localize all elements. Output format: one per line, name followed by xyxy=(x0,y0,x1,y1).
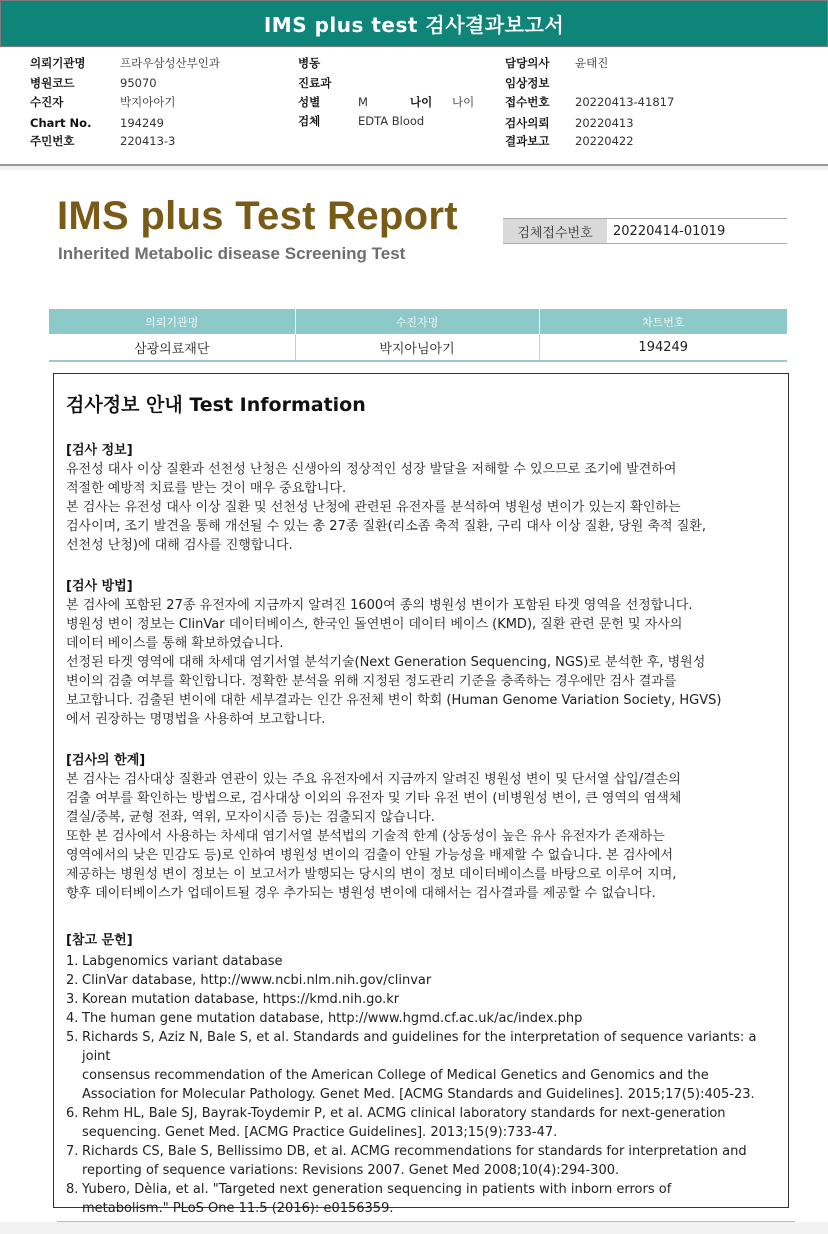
field-value: 20220422 xyxy=(575,134,634,148)
reference-number: 8. xyxy=(66,1182,79,1197)
field-value: 194249 xyxy=(120,116,164,130)
summary-header-patient: 수진자명 xyxy=(295,309,539,334)
field-value: 프라우삼성산부인과 xyxy=(120,56,220,70)
footer-divider xyxy=(57,1221,795,1222)
reference-number: 5. xyxy=(66,1030,79,1045)
receipt-number: 20220414-01019 xyxy=(613,223,726,239)
report-page xyxy=(0,170,828,1222)
field-label: 임상정보 xyxy=(505,76,550,90)
field-value: EDTA Blood xyxy=(358,114,425,128)
field-value: 95070 xyxy=(120,76,157,90)
section-test-info xyxy=(66,441,776,555)
reference-item xyxy=(66,1009,776,1028)
summary-header-row xyxy=(49,309,787,334)
section-body: 본 검사에 포함된 27종 유전자에 지금까지 알려진 1600여 종의 병원성 변이가 포함된 타겟 영역을 선정합니다. 병원성 변이 정보는 ClinVar 데이터베이스, 한국인 돌연변이 데이터 베이스 (KMD), 질환 관련 문헌 및 자사의 데이터 베이스를 통해 확보하였습니다. 선정된 타겟 영역에 대해 차세대 염기서열 분석기술(Next Generation Sequencing, NGS)로 분석한 후, 병원성 변이의 검출 여부를 확인합니다. 정확한 분석을 위해 지정된 정도관리 기준을 충족하는 경우에만 검사 결과를 보고합니다. 검출된 변이에 대한 세부결과는 인간 유전체 변이 학회 (Human Genome Variation Society, HGVS) 에서 권장하는 명명법을 사용하여 보고합니다. xyxy=(66,598,722,727)
field-value: 박지아아기 xyxy=(120,95,176,109)
section-heading: [검사 정보] xyxy=(66,443,133,458)
field-label: 병원코드 xyxy=(30,76,75,90)
test-information-box xyxy=(53,373,789,1216)
reference-text: ClinVar database, http://www.ncbi.nlm.nih.gov/clinvar xyxy=(82,973,432,988)
reference-text: Rehm HL, Bale SJ, Bayrak-Toydemir P, et al. ACMG clinical laboratory standards for next-generation sequencing. Genet Med. [ACMG Practice Guidelines]. 2013;15(9):733-47. xyxy=(82,1106,726,1140)
reference-item xyxy=(66,971,776,990)
field-value: 220413-3 xyxy=(120,134,176,148)
reference-text: Korean mutation database, https://kmd.nih.go.kr xyxy=(82,992,400,1007)
reference-number: 1. xyxy=(66,954,79,969)
header-field-specimen xyxy=(298,112,424,130)
field-label: 의뢰기관명 xyxy=(30,56,86,70)
field-value: 윤태진 xyxy=(575,56,609,70)
test-information-title: 검사정보 안내 Test Information xyxy=(66,394,366,416)
header-field-accession-no xyxy=(505,93,674,111)
reference-number: 2. xyxy=(66,973,79,988)
summary-header-chart: 차트번호 xyxy=(539,309,787,334)
reference-text: Yubero, Dèlia, et al. "Targeted next generation sequencing in patients with inborn errors of metabolism." PLoS One 11.5 (2016): e0156359. xyxy=(82,1182,672,1216)
section-heading: [검사 방법] xyxy=(66,579,133,594)
header-field-department xyxy=(298,74,358,92)
field-value: M xyxy=(358,95,368,109)
receipt-label: 검체접수번호 xyxy=(503,219,607,243)
header-field-request-date xyxy=(505,114,634,132)
field-label: 검체 xyxy=(298,114,321,128)
report-title: IMS plus Test Report xyxy=(57,194,458,238)
header-field-institution xyxy=(30,54,220,72)
header-field-id-number xyxy=(30,132,175,150)
section-heading: [검사의 한계] xyxy=(66,753,146,768)
patient-header xyxy=(0,48,828,166)
age-value: 나이 xyxy=(452,95,475,109)
reference-number: 6. xyxy=(66,1106,79,1121)
summary-header-institution: 의뢰기관명 xyxy=(49,309,295,334)
age-label: 나이 xyxy=(410,95,433,109)
reference-item xyxy=(66,1142,776,1180)
section-references xyxy=(66,931,776,1218)
header-field-report-date xyxy=(505,132,634,150)
field-value: 20220413-41817 xyxy=(575,95,675,109)
field-value: 20220413 xyxy=(575,116,634,130)
reference-number: 4. xyxy=(66,1011,79,1026)
field-label: Chart No. xyxy=(30,116,92,130)
summary-value-institution: 삼광의료재단 xyxy=(49,334,295,361)
field-label: 담당의사 xyxy=(505,56,550,70)
reference-list xyxy=(66,952,776,1218)
patient-summary-table xyxy=(49,309,787,362)
reference-text: Richards CS, Bale S, Bellissimo DB, et al. ACMG recommendations for standards for interpretation and reporting of sequence variations: Revisions 2007. Genet Med 2008;10(4):294-300. xyxy=(82,1144,747,1178)
reference-text: The human gene mutation database, http://www.hgmd.cf.ac.uk/ac/index.php xyxy=(82,1011,583,1026)
section-body: 유전성 대사 이상 질환과 선천성 난청은 신생아의 정상적인 성장 발달을 저해할 수 있으므로 조기에 발견하여 적절한 예방적 치료를 받는 것이 매우 중요합니다. 본 검사는 유전성 대사 이상 질환 및 선천성 난청에 관련된 유전자를 분석하여 병원성 변이가 있는지 확인하는 검사이며, 조기 발견을 통해 개선될 수 있는 총 27종 질환(리소좀 축적 질환, 구리 대사 이상 질환, 당원 축적 질환, 선천성 난청)에 대해 검사를 진행합니다. xyxy=(66,462,706,553)
field-label: 수진자 xyxy=(30,95,64,109)
field-label: 성별 xyxy=(298,95,321,109)
field-label: 병동 xyxy=(298,56,321,70)
specimen-receipt-box xyxy=(503,218,787,244)
reference-number: 7. xyxy=(66,1144,79,1159)
report-subtitle: Inherited Metabolic disease Screening Test xyxy=(58,244,406,263)
header-field-doctor xyxy=(505,54,608,72)
header-field-ward xyxy=(298,54,358,72)
reference-item xyxy=(66,990,776,1009)
summary-value-row xyxy=(49,334,787,361)
field-label: 검사의뢰 xyxy=(505,116,550,130)
section-test-method xyxy=(66,577,776,729)
reference-item xyxy=(66,1180,776,1218)
section-body: 본 검사는 검사대상 질환과 연관이 있는 주요 유전자에서 지금까지 알려진 병원성 변이 및 단서열 삽입/결손의 검출 여부를 확인하는 방법으로, 검사대상 이외의 유전자 및 기타 유전 변이 (비병원성 변이, 큰 영역의 염색체 결실/중복, 균형 전좌, 역위, 모자이시즘 등)는 검출되지 않습니다. 또한 본 검사에서 사용하는 차세대 염기서열 분석법의 기술적 한계 (상동성이 높은 유사 유전자가 존재하는 영역에서의 낮은 민감도 등)로 인하여 병원성 변이의 검출이 안될 가능성을 배제할 수 없습니다. 본 검사에서 제공하는 병원성 변이 정보는 이 보고서가 발행되는 당시의 변이 정보 데이터베이스를 바탕으로 이루어 지며, 향후 데이터베이스가 업데이트될 경우 추가되는 병원성 변이에 대해서는 검사결과를 제공할 수 없습니다. xyxy=(66,772,682,901)
field-label: 접수번호 xyxy=(505,95,550,109)
reference-text: Richards S, Aziz N, Bale S, et al. Standards and guidelines for the interpretation of sequence variants: a joint consensus recommendation of the American College of Medical Genetics and Genomics and the Association for Molecular Pathology. Genet Med. [ACMG Standards and Guidelines]. 2015;17(5):405-23. xyxy=(82,1030,757,1102)
reference-text: Labgenomics variant database xyxy=(82,954,283,969)
summary-value-patient: 박지아님아기 xyxy=(295,334,539,361)
field-label: 주민번호 xyxy=(30,134,75,148)
header-field-clinical-info xyxy=(505,74,575,92)
header-field-patient xyxy=(30,93,176,111)
header-field-chart-no xyxy=(30,114,164,132)
header-field-sex xyxy=(298,93,474,111)
section-test-limitations xyxy=(66,751,776,903)
reference-item xyxy=(66,1028,776,1104)
field-label: 진료과 xyxy=(298,76,332,90)
reference-number: 3. xyxy=(66,992,79,1007)
section-heading: [참고 문헌] xyxy=(66,933,133,948)
field-label: 결과보고 xyxy=(505,134,550,148)
summary-value-chart: 194249 xyxy=(539,334,787,361)
reference-item xyxy=(66,952,776,971)
report-banner-title: IMS plus test 검사결과보고서 xyxy=(0,0,828,47)
header-field-hospital-code xyxy=(30,74,157,92)
reference-item xyxy=(66,1104,776,1142)
